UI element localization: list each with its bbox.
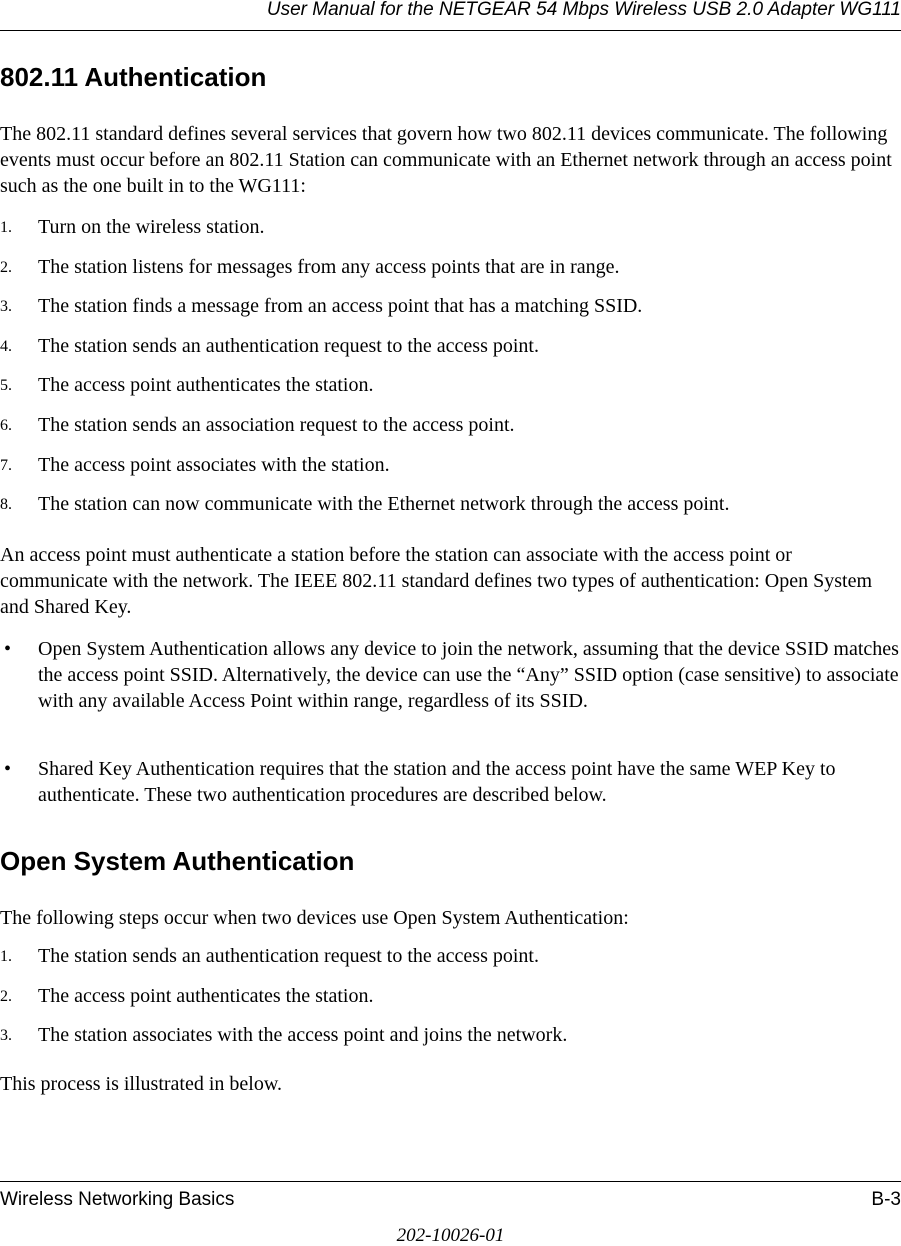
list-item [0,214,901,240]
bullet-item-open-system [0,636,901,714]
list-item [0,412,901,438]
header-rule [0,30,901,31]
intro-paragraph: The 802.11 standard defines several services that govern how two 802.11 devices communicate. The following events must occur before an 802.11 Station can communicate with an Ethernet network through an access point such as the one built in to the WG111: [0,123,892,197]
list-item-text: The station can now communicate with the Ethernet network through the access point. [38,493,730,515]
list-item-text: The station sends an authentication request to the access point. [38,335,539,357]
list-item [0,372,901,398]
list-item [0,1022,901,1048]
list-item-text: The access point authenticates the station. [38,985,374,1007]
bullet-mark: • [4,758,12,780]
bullet-text: Shared Key Authentication requires that the station and the access point have the same WEP Key to authenticate. These two authentication procedures are described below. [38,758,836,806]
bullet-item-shared-key [0,756,901,808]
list-item-number: 8. [0,496,12,513]
list-item [0,983,901,1009]
list-item-text: The access point authenticates the station. [38,374,374,396]
list-item-number: 3. [0,298,12,315]
footer-document-number: 202-10026-01 [396,1225,505,1246]
list-item [0,491,901,517]
section-heading-open-system-authentication: Open System Authentication [0,846,355,876]
list-item-number: 7. [0,457,12,474]
list-item [0,254,901,280]
list-item-number: 6. [0,417,12,434]
list-item-text: The station associates with the access point and joins the network. [38,1024,568,1046]
list-item-text: The station listens for messages from any access points that are in range. [38,256,620,278]
authentication-types-paragraph: An access point must authenticate a station before the station can associate with the access point or communicate with the network. The IEEE 802.11 standard defines two types of authentication: Open System and Shared Key. [0,544,873,618]
list-item [0,293,901,319]
list-item-number: 3. [0,1027,12,1044]
running-header-title: User Manual for the NETGEAR 54 Mbps Wireless USB 2.0 Adapter WG111 [266,0,901,20]
list-item-number: 4. [0,338,12,355]
list-item-number: 2. [0,988,12,1005]
bullet-text: Open System Authentication allows any device to join the network, assuming that the device SSID matches the access point SSID. Alternatively, the device can use the “Any” SSID option (case sensitive) to associate with any available Access Point within range, regardless of its SSID. [38,638,899,712]
list-item-text: The station sends an authentication request to the access point. [38,945,539,967]
footer-page-number: B-3 [871,1189,901,1210]
footer-section-name: Wireless Networking Basics [0,1189,235,1210]
list-item-text: The station finds a message from an access point that has a matching SSID. [38,295,643,317]
list-item-number: 5. [0,377,12,394]
list-item-number: 2. [0,259,12,276]
list-item [0,452,901,478]
list-item [0,333,901,359]
list-item-text: The station sends an association request to the access point. [38,414,515,436]
list-item [0,943,901,969]
list-item-number: 1. [0,219,12,236]
list-item-text: The access point associates with the station. [38,454,390,476]
section-heading-802-11-authentication: 802.11 Authentication [0,62,267,92]
closing-paragraph: This process is illustrated in below. [0,1073,282,1095]
list-item-number: 1. [0,948,12,965]
bullet-mark: • [4,638,12,660]
footer-rule [0,1181,901,1182]
open-system-intro: The following steps occur when two devices use Open System Authentication: [0,907,629,929]
list-item-text: Turn on the wireless station. [38,216,265,238]
